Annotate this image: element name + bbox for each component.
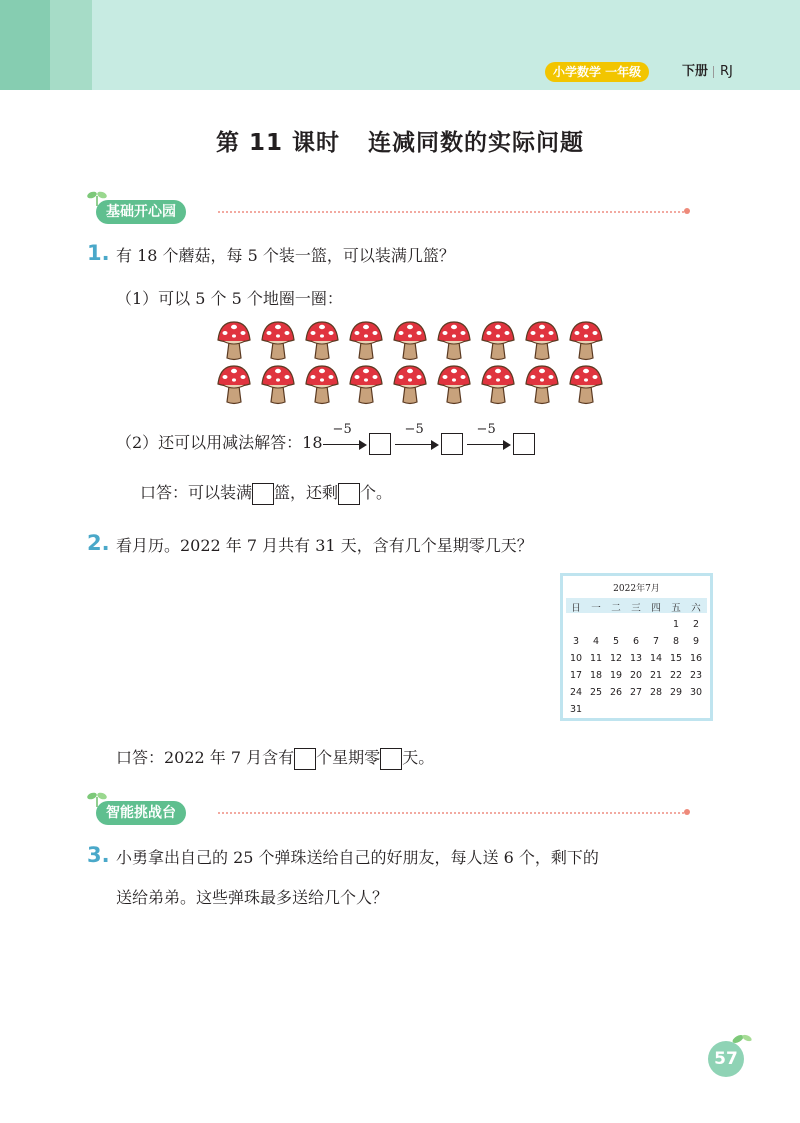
mushroom-icon (438, 366, 470, 404)
answer-line-q1 (140, 481, 392, 505)
header-band (0, 0, 800, 90)
calendar-day: 4 (592, 636, 600, 647)
calendar-day: 15 (669, 653, 683, 664)
question-text-line-2: 送给弟弟。这些弹珠最多送给几个人？ (116, 888, 389, 907)
answer-suffix: 个。 (360, 483, 393, 502)
calendar-day: 13 (629, 653, 643, 664)
calendar-day: 7 (652, 636, 660, 647)
calendar-day: 19 (609, 670, 623, 681)
calendar-weekday: 二 (611, 603, 621, 614)
answer-box[interactable] (441, 433, 463, 455)
mushroom-icon (306, 366, 338, 404)
section-divider-dot (684, 809, 690, 815)
answer-box-remainder[interactable] (338, 483, 360, 505)
answer-box-baskets[interactable] (252, 483, 274, 505)
calendar-weekday: 四 (651, 603, 661, 614)
part-2-prefix: （2）还可以用减法解答：18 (116, 433, 323, 452)
calendar-day: 28 (649, 687, 663, 698)
calendar-day: 2 (692, 619, 700, 630)
mushroom-icon (262, 322, 294, 360)
answer-box-weeks[interactable] (294, 748, 316, 770)
answer-box[interactable] (513, 433, 535, 455)
answer-suffix: 天。 (402, 748, 435, 767)
calendar-weekday: 三 (631, 603, 641, 614)
mushroom-icon (350, 322, 382, 360)
calendar-day: 31 (569, 704, 583, 715)
calendar-day: 29 (669, 687, 683, 698)
mushroom-icon (306, 322, 338, 360)
calendar-day: 12 (609, 653, 623, 664)
calendar-day: 1 (672, 619, 680, 630)
section-badge-challenge: 智能挑战台 (96, 801, 186, 825)
minus-arrow: −5 (467, 432, 513, 456)
answer-mid: 篮，还剩 (274, 483, 339, 502)
calendar-day: 14 (649, 653, 663, 664)
answer-box-days[interactable] (380, 748, 402, 770)
calendar-day: 27 (629, 687, 643, 698)
header-strip (0, 0, 50, 90)
calendar-day: 8 (672, 636, 680, 647)
answer-mid: 个星期零 (316, 748, 381, 767)
calendar-day: 11 (589, 653, 603, 664)
calendar-title: 2022年7月 (613, 584, 660, 594)
mushroom-icon (218, 366, 250, 404)
calendar-day: 18 (589, 670, 603, 681)
answer-prefix: 口答：可以装满 (140, 483, 253, 502)
calendar-day: 20 (629, 670, 643, 681)
calendar-day: 16 (689, 653, 703, 664)
calendar-day: 17 (569, 670, 583, 681)
answer-prefix: 口答：2022 年 7 月含有 (116, 748, 295, 767)
minus-arrow: −5 (323, 432, 369, 456)
mushroom-icon (218, 322, 250, 360)
minus-arrow: −5 (395, 432, 441, 456)
calendar-weekday: 日 (571, 603, 581, 614)
calendar-day: 10 (569, 653, 583, 664)
question-number: 2. (87, 531, 110, 555)
calendar-day: 30 (689, 687, 703, 698)
calendar-weekday: 一 (591, 603, 601, 614)
header-divider (713, 66, 714, 78)
calendar-day: 25 (589, 687, 603, 698)
question-text: 有 18 个蘑菇，每 5 个装一篮，可以装满几篮？ (116, 246, 455, 265)
page-number: 57 (708, 1041, 744, 1077)
mushroom-icon (482, 366, 514, 404)
mushroom-icon (394, 322, 426, 360)
calendar-day: 9 (692, 636, 700, 647)
volume-label: 下册 (682, 64, 709, 79)
question-part-1: （1）可以 5 个 5 个地圈一圈： (116, 289, 343, 308)
subject-badge: 小学数学 一年级 (545, 62, 649, 82)
answer-line-q2 (116, 746, 434, 770)
calendar-day: 21 (649, 670, 663, 681)
mushroom-icon (262, 366, 294, 404)
mushroom-icon (438, 322, 470, 360)
calendar-day: 5 (612, 636, 620, 647)
mushroom-icon (394, 366, 426, 404)
calendar-weekday: 五 (671, 603, 681, 614)
section-badge-basic: 基础开心园 (96, 200, 186, 224)
answer-box[interactable] (369, 433, 391, 455)
calendar-day: 22 (669, 670, 683, 681)
question-number: 3. (87, 843, 110, 867)
page-title (0, 124, 800, 157)
lesson-number: 第 11 课时 (215, 130, 341, 156)
header-strip (50, 0, 92, 90)
section-divider (218, 812, 684, 814)
section-divider (218, 211, 684, 213)
mushroom-icon (482, 322, 514, 360)
mushroom-grid (216, 320, 612, 406)
question-number: 1. (87, 241, 110, 265)
mushroom-icon (570, 322, 602, 360)
mushroom-icon (526, 366, 558, 404)
question-text: 看月历。2022 年 7 月共有 31 天，含有几个星期零几天？ (116, 536, 533, 555)
mushroom-icon (350, 366, 382, 404)
mushroom-icon (526, 322, 558, 360)
question-text-line-1: 小勇拿出自己的 25 个弹珠送给自己的好朋友，每人送 6 个，剩下的 (116, 848, 599, 867)
section-divider-dot (684, 208, 690, 214)
calendar-day: 26 (609, 687, 623, 698)
calendar (560, 573, 713, 721)
mushroom-icon (570, 366, 602, 404)
calendar-day: 6 (632, 636, 640, 647)
calendar-day: 23 (689, 670, 703, 681)
calendar-day: 3 (572, 636, 580, 647)
question-part-2 (116, 421, 535, 456)
edition-label: RJ (720, 64, 733, 79)
lesson-topic: 连减同数的实际问题 (368, 130, 585, 156)
calendar-weekday: 六 (691, 603, 701, 614)
calendar-day: 24 (569, 687, 583, 698)
